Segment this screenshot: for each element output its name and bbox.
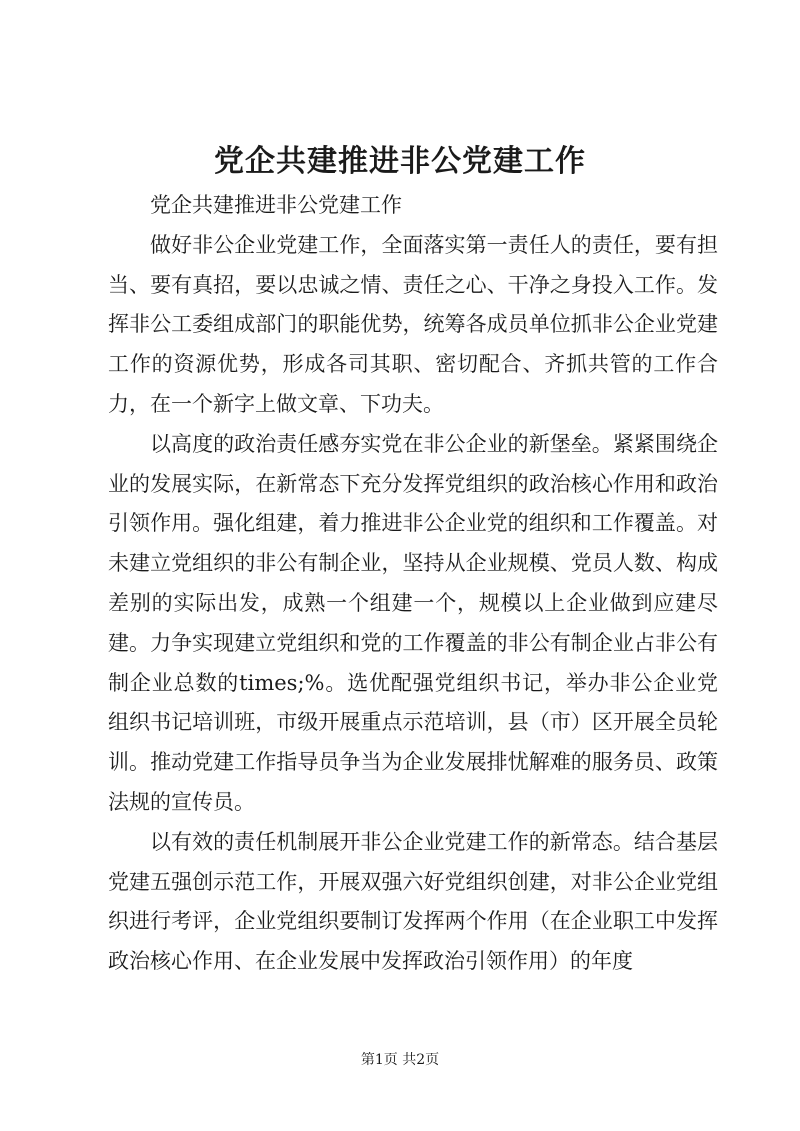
subtitle-paragraph: 党企共建推进非公党建工作 xyxy=(150,193,402,217)
body-paragraph: 做好非公企业党建工作，全面落实第一责任人的责任，要有担当、要有真招，要以忠诚之情、责任之心、干净之身投入工作。发挥非公工委组成部门的职能优势，统筹各成员单位抓非公企业党建工作的资源优势，形成各司其职、密切配合、齐抓共管的工作合力，在一个新字上做文章、下功夫。 xyxy=(108,232,718,416)
document-title: 党企共建推进非公党建工作 xyxy=(214,144,586,179)
body-paragraph: 以高度的政治责任感夯实党在非公企业的新堡垒。紧紧围绕企业的发展实际，在新常态下充分发挥党组织的政治核心作用和政治引领作用。强化组建，着力推进非公企业党的组织和工作覆盖。对未建立党组织的非公有制企业，坚持从企业规模、党员人数、构成差别的实际出发，成熟一个组建一个，规模以上企业做到应建尽建。力争实现建立党组织和党的工作覆盖的非公有制企业占非公有制企业总数的times;%。选优配强党组织书记，举办非公企业党组织书记培训班，市级开展重点示范培训，县（市）区开展全员轮训。推动党建工作指导员争当为企业发展排忧解难的服务员、政策法规的宣传员。 xyxy=(108,431,718,814)
page-footer: 第1页 共2页 xyxy=(360,1052,440,1068)
document-body xyxy=(108,186,718,982)
body-paragraph: 以有效的责任机制展开非公企业党建工作的新常态。结合基层党建五强创示范工作，开展双强六好党组织创建，对非公企业党组织进行考评，企业党组织要制订发挥两个作用（在企业职工中发挥政治核心作用、在企业发展中发挥政治引领作用）的年度 xyxy=(108,829,718,974)
